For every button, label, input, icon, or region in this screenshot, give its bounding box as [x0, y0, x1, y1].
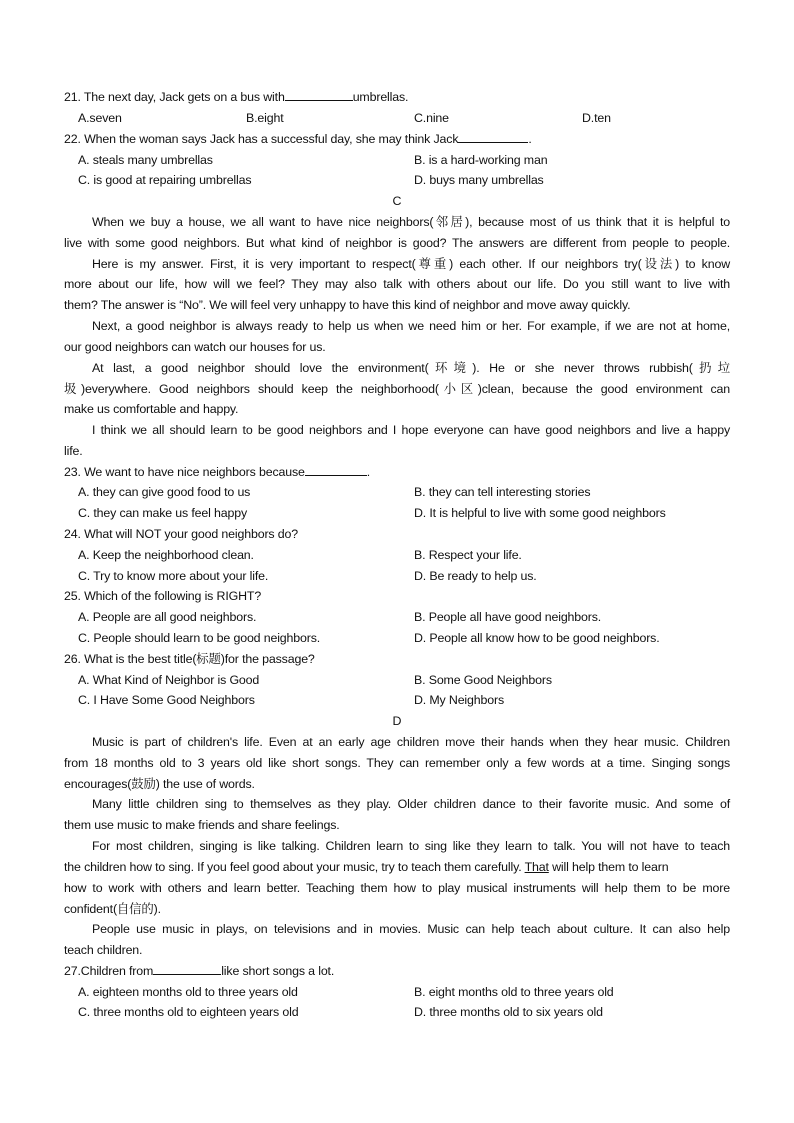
passage-d-line: how to work with others and learn better. Teaching them how to play musical instruments will help them to be more: [64, 881, 730, 895]
option-d: D.ten: [582, 111, 611, 125]
passage-d-line: the children how to sing. If you feel good about your music, try to teach them carefully. That will help them to learn: [64, 860, 669, 874]
passage-d-line: Music is part of children's life. Even at an early age children move their hands when they hear music. Children: [92, 735, 730, 749]
option-d: D. Be ready to help us.: [414, 569, 537, 583]
option-b: B. eight months old to three years old: [414, 985, 614, 999]
question-26-stem: 26. What is the best title(标题)for the passage?: [64, 652, 315, 666]
passage-c-line: At last, a good neighbor should love the environment(环境). He or she never throws rubbish(扔垃: [92, 361, 730, 375]
passage-d-line: For most children, singing is like talking. Children learn to sing like they learn to talk. You will not have to teach: [92, 839, 730, 853]
passage-c-line: Here is my answer. First, it is very important to respect(尊重) each other. If our neighbors try(设法) to know: [92, 257, 730, 271]
option-b: B. Respect your life.: [414, 548, 522, 562]
passage-c-line: make us comfortable and happy.: [64, 402, 239, 416]
answer-blank: [153, 961, 221, 975]
option-a: A. People are all good neighbors.: [78, 610, 257, 624]
question-22-stem: 22. When the woman says Jack has a successful day, she may think Jack .: [64, 129, 730, 150]
passage-d-line: confident(自信的).: [64, 902, 161, 916]
option-a: A. eighteen months old to three years old: [78, 985, 298, 999]
option-d: D. buys many umbrellas: [414, 173, 544, 187]
passage-c-line: them? The answer is “No”. We will feel very unhappy to have this kind of neighbor and move away quickly.: [64, 298, 631, 312]
option-d: D. People all know how to be good neighbors.: [414, 631, 660, 645]
option-b: B. Some Good Neighbors: [414, 673, 552, 687]
passage-c-line: When we buy a house, we all want to have nice neighbors(邻居), because most of us think that it is helpful to: [92, 215, 730, 229]
option-c: C. is good at repairing umbrellas: [78, 173, 252, 187]
option-c: C. they can make us feel happy: [78, 506, 248, 520]
question-23-stem: 23. We want to have nice neighbors because .: [64, 462, 730, 483]
option-d: D. My Neighbors: [414, 693, 505, 707]
passage-d-line: teach children.: [64, 943, 143, 957]
option-b: B. they can tell interesting stories: [414, 485, 591, 499]
question-27-stem: 27.Children from like short songs a lot.: [64, 961, 730, 982]
passage-d-line: Many little children sing to themselves as they play. Older children dance to their favorite music. And some of: [92, 797, 730, 811]
passage-d-line: them use music to make friends and share feelings.: [64, 818, 340, 832]
option-d: D. three months old to six years old: [414, 1005, 603, 1019]
passage-c-line: 圾)everywhere. Good neighbors should keep the neighborhood(小区)clean, because the good environment can: [64, 382, 730, 396]
option-a: A. What Kind of Neighbor is Good: [78, 673, 260, 687]
option-c: C. three months old to eighteen years old: [78, 1005, 299, 1019]
option-a: A.seven: [78, 111, 122, 125]
passage-c-line: Next, a good neighbor is always ready to help us when we need him or her. For example, if we are not at home,: [92, 319, 730, 333]
option-a: A. Keep the neighborhood clean.: [78, 548, 254, 562]
option-b: B. is a hard-working man: [414, 153, 548, 167]
passage-c-line: I think we all should learn to be good neighbors and I hope everyone can have good neighbors and live a happy: [92, 423, 730, 437]
passage-c-line: more about our life, how will we feel? They may also talk with others about our life. Do you still want to live with: [64, 277, 730, 291]
answer-blank: [458, 129, 528, 143]
passage-d-line: encourages(鼓励) the use of words.: [64, 777, 255, 791]
option-c: C. People should learn to be good neighbors.: [78, 631, 321, 645]
question-24-stem: 24. What will NOT your good neighbors do?: [64, 527, 298, 541]
option-b: B. People all have good neighbors.: [414, 610, 602, 624]
option-c: C. I Have Some Good Neighbors: [78, 693, 255, 707]
underlined-word: That: [524, 860, 549, 874]
section-c-heading: C: [392, 194, 402, 208]
passage-c-line: life.: [64, 444, 83, 458]
option-a: A. steals many umbrellas: [78, 153, 213, 167]
section-d-heading: D: [392, 714, 402, 728]
passage-d-line: People use music in plays, on televisions and in movies. Music can help teach about culture. It can also help: [92, 922, 730, 936]
option-b: B.eight: [246, 111, 284, 125]
question-25-stem: 25. Which of the following is RIGHT?: [64, 589, 262, 603]
answer-blank: [285, 87, 353, 101]
option-c: C. Try to know more about your life.: [78, 569, 269, 583]
passage-d-line: from 18 months old to 3 years old like short songs. They can remember only a few words at a time. Singing songs: [64, 756, 730, 770]
option-a: A. they can give good food to us: [78, 485, 251, 499]
passage-c-line: our good neighbors can watch our houses for us.: [64, 340, 326, 354]
option-c: C.nine: [414, 111, 449, 125]
passage-c-line: live with some good neighbors. But what kind of neighbor is good? The answers are different from people to people.: [64, 236, 730, 250]
question-21-stem: 21. The next day, Jack gets on a bus with umbrellas.: [64, 87, 730, 108]
answer-blank: [305, 462, 367, 476]
option-d: D. It is helpful to live with some good neighbors: [414, 506, 666, 520]
